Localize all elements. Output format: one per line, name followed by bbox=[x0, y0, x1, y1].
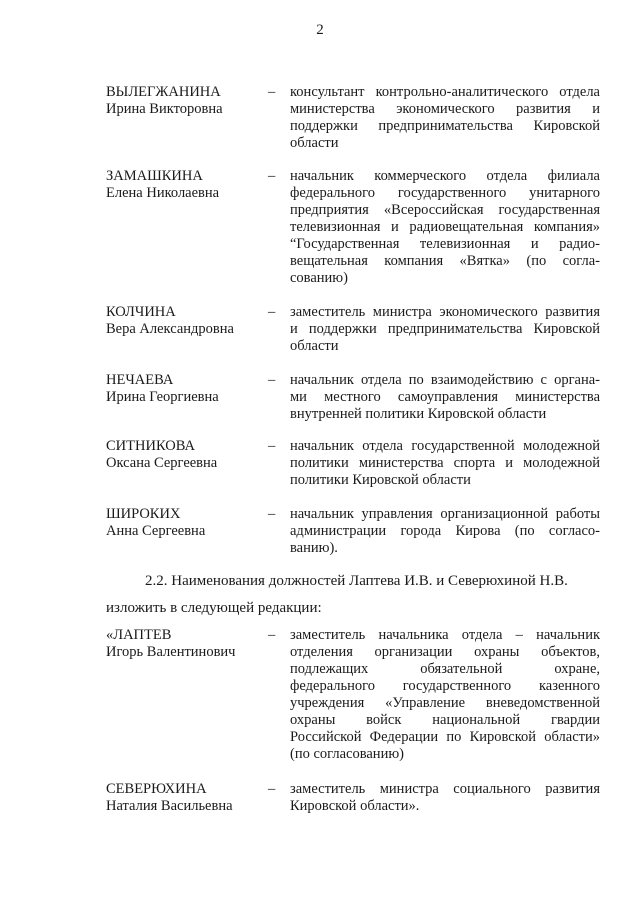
member-surname: ЗАМАШКИНА bbox=[106, 168, 203, 184]
member-name bbox=[106, 506, 266, 540]
member-name bbox=[106, 84, 266, 118]
member-given-name: Елена Николаевна bbox=[106, 185, 220, 201]
position-line: ванию). bbox=[290, 540, 338, 556]
member-given-name: Ирина Викторовна bbox=[106, 101, 223, 117]
dash: – bbox=[268, 84, 276, 100]
position-line: заместитель министра социального развития bbox=[290, 781, 600, 797]
position-line: начальник отдела государственной молодежной bbox=[290, 438, 600, 454]
dash: – bbox=[268, 168, 276, 184]
position-line: и поддержки предпринимательства Кировской bbox=[290, 321, 600, 337]
member-surname: ВЫЛЕГЖАНИНА bbox=[106, 84, 221, 100]
page-number: 2 bbox=[316, 22, 324, 38]
member-name bbox=[106, 372, 266, 406]
member-surname: «ЛАПТЕВ bbox=[106, 627, 172, 643]
position-line: министерства экономического развития и bbox=[290, 101, 600, 117]
position-line: политики министерства спорта и молодежной bbox=[290, 455, 600, 471]
member-given-name: Наталия Васильевна bbox=[106, 798, 233, 814]
position-line: заместитель министра экономического развития bbox=[290, 304, 600, 320]
dash: – bbox=[268, 372, 276, 388]
position-line: поддержки предпринимательства Кировской bbox=[290, 118, 600, 134]
member-surname: НЕЧАЕВА bbox=[106, 372, 174, 388]
position-line: учреждения «Управление вневедомственной bbox=[290, 695, 600, 711]
position-line: “Государственная телевизионная и радио- bbox=[290, 236, 600, 252]
position-line: консультант контрольно-аналитического отдела bbox=[290, 84, 600, 100]
member-name bbox=[106, 438, 266, 472]
member-position bbox=[290, 168, 600, 287]
position-line: предприятия «Всероссийская государственная bbox=[290, 202, 600, 218]
member-given-name: Игорь Валентинович bbox=[106, 644, 236, 660]
position-line: Российской Федерации по Кировской области» bbox=[290, 729, 600, 745]
member-surname: КОЛЧИНА bbox=[106, 304, 176, 320]
position-line: подлежащих обязательной охране, bbox=[290, 661, 600, 677]
position-line: отделения организации охраны объектов, bbox=[290, 644, 600, 660]
position-line: начальник отдела по взаимодействию с органа- bbox=[290, 372, 600, 388]
position-line: начальник управления организационной работы bbox=[290, 506, 600, 522]
dash: – bbox=[268, 304, 276, 320]
position-line: федерального государственного унитарного bbox=[290, 185, 600, 201]
member-name bbox=[106, 168, 266, 202]
position-line: политики Кировской области bbox=[290, 472, 471, 488]
position-line: вещательная компания «Вятка» (по согла- bbox=[290, 253, 600, 269]
member-position bbox=[290, 438, 600, 489]
position-line: начальник коммерческого отдела филиала bbox=[290, 168, 600, 184]
position-line: охраны войск национальной гвардии bbox=[290, 712, 600, 728]
member-given-name: Вера Александровна bbox=[106, 321, 234, 337]
member-position bbox=[290, 781, 600, 815]
member-position bbox=[290, 506, 600, 557]
member-position bbox=[290, 304, 600, 355]
position-line: федерального государственного казенного bbox=[290, 678, 600, 694]
member-position bbox=[290, 372, 600, 423]
member-surname: СЕВЕРЮХИНА bbox=[106, 781, 207, 797]
member-name bbox=[106, 627, 266, 661]
position-line: внутренней политики Кировской области bbox=[290, 406, 547, 422]
dash: – bbox=[268, 506, 276, 522]
position-line: сованию) bbox=[290, 270, 348, 286]
dash: – bbox=[268, 627, 276, 643]
amendment-paragraph-line: 2.2. Наименования должностей Лаптева И.В. и Северюхиной Н.В. bbox=[145, 573, 568, 589]
position-line: телевизионная и радиовещательная компания» bbox=[290, 219, 600, 235]
position-line: ми местного самоуправления министерства bbox=[290, 389, 600, 405]
dash: – bbox=[268, 438, 276, 454]
position-line: заместитель начальника отдела – начальник bbox=[290, 627, 600, 643]
position-line: Кировской области». bbox=[290, 798, 420, 814]
member-name bbox=[106, 781, 266, 815]
member-surname: СИТНИКОВА bbox=[106, 438, 195, 454]
member-surname: ШИРОКИХ bbox=[106, 506, 181, 522]
position-line: области bbox=[290, 135, 339, 151]
member-name bbox=[106, 304, 266, 338]
position-line: области bbox=[290, 338, 339, 354]
amendment-paragraph-line: изложить в следующей редакции: bbox=[106, 600, 322, 616]
member-position bbox=[290, 84, 600, 152]
dash: – bbox=[268, 781, 276, 797]
position-line: (по согласованию) bbox=[290, 746, 404, 762]
member-given-name: Оксана Сергеевна bbox=[106, 455, 218, 471]
member-given-name: Ирина Георгиевна bbox=[106, 389, 219, 405]
member-given-name: Анна Сергеевна bbox=[106, 523, 206, 539]
position-line: администрации города Кирова (по согласо- bbox=[290, 523, 600, 539]
member-position bbox=[290, 627, 600, 763]
